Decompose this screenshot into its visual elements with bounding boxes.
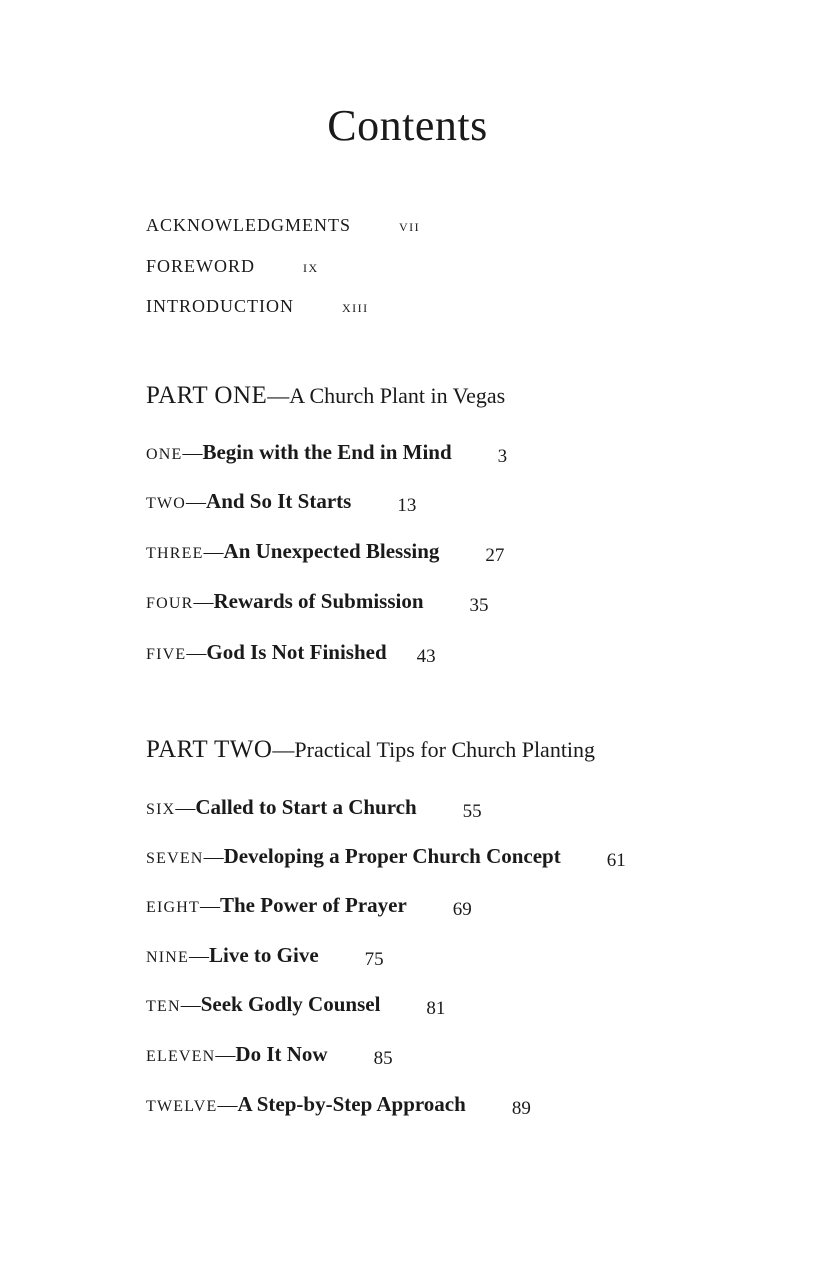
chapter-page: 55 <box>462 801 482 822</box>
toc-entry-foreword[interactable] <box>146 256 319 277</box>
chapter-dash: — <box>180 994 201 1016</box>
chapter-page: 89 <box>511 1098 531 1119</box>
chapter-dash: — <box>199 895 220 917</box>
toc-entry-chapter-seven[interactable] <box>146 844 626 869</box>
part-dash: — <box>272 737 295 762</box>
entry-label: FOREWORD <box>146 256 256 276</box>
chapter-number: THREE <box>146 545 204 562</box>
chapter-dash: — <box>186 642 207 664</box>
entry-page: ix <box>303 257 319 276</box>
toc-entry-chapter-ten[interactable] <box>146 992 445 1017</box>
chapter-dash: — <box>186 491 207 513</box>
part-heading-two[interactable] <box>146 736 595 764</box>
toc-entry-chapter-six[interactable] <box>146 795 482 820</box>
chapter-page: 75 <box>364 949 384 970</box>
chapter-title: Do It Now <box>235 1042 328 1066</box>
chapter-title: Called to Start a Church <box>195 795 417 819</box>
chapter-dash: — <box>193 591 214 613</box>
part-dash: — <box>267 383 290 408</box>
entry-label: ACKNOWLEDGMENTS <box>146 215 351 235</box>
chapter-title: Begin with the End in Mind <box>202 440 452 464</box>
chapter-title: Developing a Proper Church Concept <box>223 844 561 868</box>
chapter-page: 61 <box>606 850 626 871</box>
part-title: Practical Tips for Church Planting <box>294 737 596 762</box>
page-title: Contents <box>327 101 488 150</box>
part-title: A Church Plant in Vegas <box>289 383 506 408</box>
chapter-page: 35 <box>469 595 489 616</box>
toc-entry-chapter-three[interactable] <box>146 539 504 564</box>
toc-entry-chapter-two[interactable] <box>146 489 416 514</box>
toc-entry-chapter-twelve[interactable] <box>146 1092 531 1117</box>
chapter-dash: — <box>203 846 224 868</box>
chapter-number: FIVE <box>146 646 187 663</box>
chapter-page: 13 <box>397 495 417 516</box>
chapter-title: Rewards of Submission <box>213 589 424 613</box>
toc-entry-chapter-four[interactable] <box>146 589 489 614</box>
toc-entry-chapter-eleven[interactable] <box>146 1042 393 1067</box>
chapter-title: God Is Not Finished <box>206 640 387 664</box>
chapter-dash: — <box>217 1094 238 1116</box>
chapter-number: NINE <box>146 949 190 966</box>
toc-entry-chapter-five[interactable] <box>146 640 436 665</box>
chapter-title: The Power of Prayer <box>219 893 407 917</box>
chapter-dash: — <box>175 797 196 819</box>
chapter-dash: — <box>215 1044 236 1066</box>
chapter-number: ONE <box>146 446 183 463</box>
toc-entry-chapter-one[interactable] <box>146 440 507 465</box>
entry-page: xiii <box>341 297 369 316</box>
part-label: PART ONE <box>146 382 268 409</box>
chapter-number: TWELVE <box>146 1098 218 1115</box>
chapter-page: 81 <box>426 998 446 1019</box>
chapter-page: 69 <box>452 899 472 920</box>
chapter-number: SEVEN <box>146 850 204 867</box>
toc-entry-chapter-eight[interactable] <box>146 893 472 918</box>
chapter-dash: — <box>182 442 203 464</box>
chapter-number: TWO <box>146 495 187 512</box>
chapter-number: FOUR <box>146 595 194 612</box>
chapter-dash: — <box>203 541 224 563</box>
toc-entry-introduction[interactable] <box>146 296 369 317</box>
chapter-number: TEN <box>146 998 181 1015</box>
chapter-title: A Step-by-Step Approach <box>237 1092 466 1116</box>
chapter-title: Seek Godly Counsel <box>200 992 381 1016</box>
chapter-dash: — <box>189 945 210 967</box>
toc-entry-chapter-nine[interactable] <box>146 943 384 968</box>
chapter-title: And So It Starts <box>206 489 352 513</box>
entry-label: INTRODUCTION <box>146 296 294 316</box>
chapter-page: 3 <box>497 446 508 467</box>
part-label: PART TWO <box>146 736 273 763</box>
chapter-page: 43 <box>416 646 436 667</box>
entry-page: vii <box>398 216 421 235</box>
part-heading-one[interactable] <box>146 382 505 410</box>
chapter-title: An Unexpected Blessing <box>223 539 440 563</box>
chapter-number: ELEVEN <box>146 1048 216 1065</box>
chapter-page: 85 <box>373 1048 393 1069</box>
chapter-page: 27 <box>485 545 505 566</box>
chapter-number: SIX <box>146 801 176 818</box>
chapter-title: Live to Give <box>209 943 319 967</box>
chapter-number: EIGHT <box>146 899 200 916</box>
toc-entry-acknowledgments[interactable] <box>146 215 420 236</box>
